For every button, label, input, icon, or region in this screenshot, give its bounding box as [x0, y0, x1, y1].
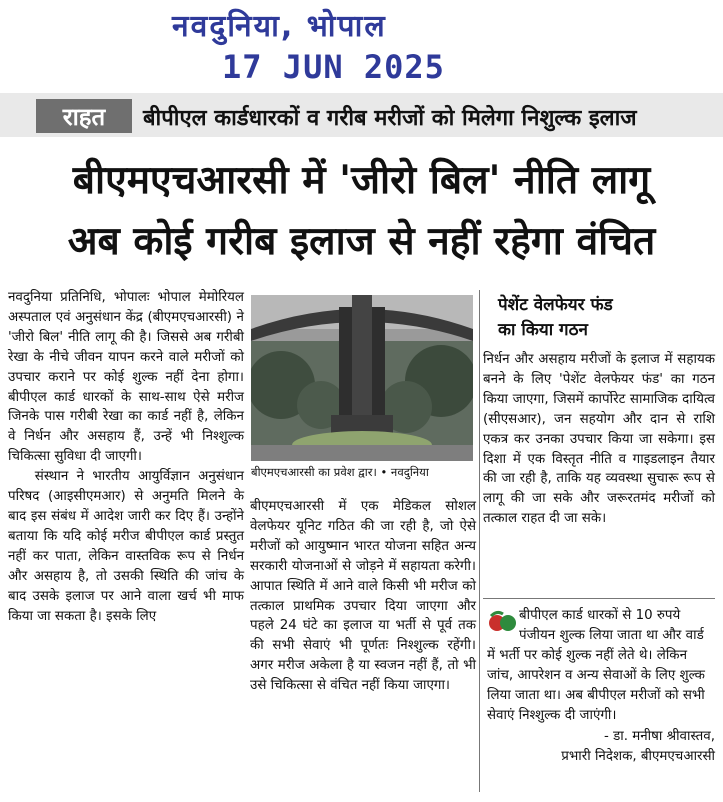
- quote-text: बीपीएल कार्ड धारकों से 10 रुपये पंजीयन शुल्क लिया जाता था और वार्ड में भर्ती पर कोई शुल्क नहीं लेते थे। लेकिन जांच, आपरेशन व अन्य सेवाओं के लिए शुल्क लिया जाता था। अब बीपीएल मरीजों को सभी सेवाएं निश्शुल्क दी जाएंगी।: [487, 608, 705, 723]
- article-right-column: [483, 350, 715, 529]
- photo-caption: बीएमएचआरसी का प्रवेश द्वार। • नवदुनिया: [251, 465, 429, 479]
- article-left-column: [8, 288, 244, 626]
- sidebar-heading-line-1: पेशेंट वेलफेयर फंड: [498, 295, 613, 315]
- headline-line-2: अब कोई गरीब इलाज से नहीं रहेगा वंचित: [67, 219, 656, 264]
- quote-box: [487, 606, 715, 767]
- headline-line-1: बीएमएचआरसी में 'जीरो बिल' नीति लागू: [72, 158, 651, 203]
- left-paragraph-1: नवदुनिया प्रतिनिधि, भोपालः भोपाल मेमोरियल अस्पताल एवं अनुसंधान केंद्र (बीएमएचआरसी) ने 'जीरो बिल' नीति लागू की है। जिससे अब गरीबी रेखा के नीचे जीवन यापन करने वाले मरीजों को उपचार कराने पर कोई शुल्क नहीं देना होगा। बीपीएल कार्ड धारकों के साथ-साथ ऐसे मरीज जिनके पास गरीबी रेखा का कार्ड नहीं है, लेकिन वे निर्धन और असहाय हैं, उन्हें भी निश्शुल्क चिकित्सा सुविधा दी जाएगी।: [8, 290, 244, 465]
- stamp-date: 17 JUN 2025: [222, 48, 445, 86]
- kicker-banner: [0, 93, 723, 137]
- hospital-gate-photo: [251, 295, 473, 461]
- kicker-text: बीपीएल कार्डधारकों व गरीब मरीजों को मिलेगा निशुल्क इलाज: [143, 106, 637, 131]
- column-divider: [479, 290, 480, 792]
- quote-author-role: प्रभारी निदेशक, बीएमएचआरसी: [561, 749, 715, 764]
- sidebar-heading-line-2: का किया गठन: [498, 320, 588, 340]
- middle-paragraph-1: बीएमएचआरसी में एक मेडिकल सोशल वेलफेयर यूनिट गठित की जा रही है, जो ऐसे मरीजों को आयुष्मान भारत योजना सहित अन्य सरकारी योजनाओं से जोड़ने में सहायता करेगी। आपात स्थिति में आने वाले किसी भी मरीज को तत्काल प्राथमिक उपचार दिया जाएगा और पहले 24 घंटे का इलाज या भर्ती से पूर्व तक की सभी सेवाएं भी पूर्णतः निश्शुल्क रहेंगी। अगर मरीज अकेला है या स्वजन नहीं हैं, तो भी उसे चिकित्सा से वंचित नहीं किया जाएगा।: [250, 499, 476, 694]
- quote-mark-icon: [487, 606, 519, 644]
- quote-divider: [483, 598, 715, 599]
- section-tag: राहत: [36, 99, 132, 133]
- right-paragraph-1: निर्धन और असहाय मरीजों के इलाज में सहायक बनने के लिए 'पेशेंट वेलफेयर फंड' का गठन किया जाएगा, जिसमें कार्पोरेट सामाजिक दायित्व (सीएसआर), जन सहयोग और दान से राशि एकत्र कर उनका उपचार किया जा सकेगा। इस दिशा में एक विस्तृत नीति व गाइडलाइन तैयार की जा रही है, ताकि यह व्यवस्था सुचारू रूप से लागू की जा सके और जरूरतमंद मरीजों को तत्काल राहत दी जा सके।: [483, 352, 715, 527]
- left-paragraph-2: संस्थान ने भारतीय आयुर्विज्ञान अनुसंधान परिषद (आइसीएमआर) से अनुमति मिलने के बाद इस संबंध में आदेश जारी कर दिए हैं। उन्होंने बताया कि यदि कोई मरीज बीपीएल कार्ड प्रस्तुत नहीं कर पाता, लेकिन वास्तविक रूप से निर्धन और असहाय है, तो उसकी स्थिति की जांच के बाद उसके इलाज पर आने वाला खर्च भी माफ किया जा सकता है। इसके लिए: [8, 469, 244, 624]
- photo-illustration: [251, 295, 473, 461]
- quote-author: - डा. मनीषा श्रीवास्तव,: [603, 729, 715, 744]
- stamp-paper-name: नवदुनिया, भोपाल: [172, 9, 387, 44]
- article-middle-column: [250, 497, 476, 696]
- sidebar-heading: [498, 293, 613, 343]
- newspaper-stamp: [0, 0, 723, 92]
